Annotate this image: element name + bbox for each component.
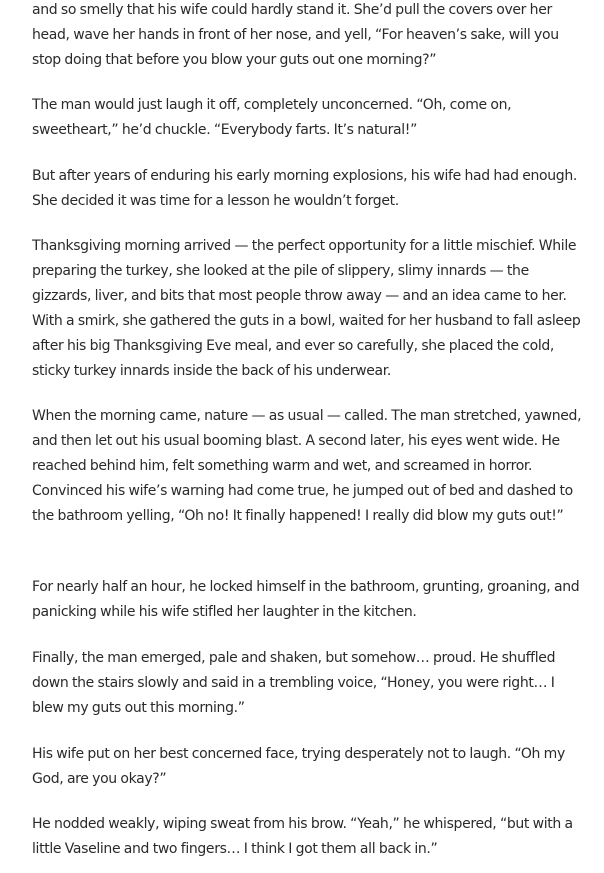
story-paragraph: When the morning came, nature — as usual — called. The man stretched, yawned, and then let out his usual booming blast. A second later, his eyes went wide. He reached behind him, felt something warm and wet, and screamed in horror. Convinced his wife’s warning had come true, he jumped out of bed and dashed to the bathroom yelling, “Oh no! It finally happened! I really did blow my guts out!” xyxy=(32,408,582,524)
story-paragraph: and so smelly that his wife could hardly stand it. She’d pull the covers over her head, wave her hands in front of her nose, and yell, “For heaven’s sake, will you stop doing that before you blow your guts out one morning?” xyxy=(32,2,559,68)
story-paragraph: For nearly half an hour, he locked himself in the bathroom, grunting, groaning, and panicking while his wife stifled her laughter in the kitchen. xyxy=(32,579,580,620)
story-paragraph: His wife put on her best concerned face, trying desperately not to laugh. “Oh my God, are you okay?” xyxy=(32,746,565,787)
story-paragraph: Thanksgiving morning arrived — the perfect opportunity for a little mischief. While preparing the turkey, she looked at the pile of slippery, slimy innards — the gizzards, liver, and bits that most people throw away — and an idea came to her. With a smirk, she gathered the guts in a bowl, waited for her husband to fall asleep after his big Thanksgiving Eve meal, and ever so carefully, she placed the cold, sticky turkey innards inside the back of his underwear. xyxy=(32,238,581,379)
story-paragraph: But after years of enduring his early morning explosions, his wife had had enough. She decided it was time for a lesson he wouldn’t forget. xyxy=(32,168,577,209)
story-paragraph: He nodded weakly, wiping sweat from his brow. “Yeah,” he whispered, “but with a little Vaseline and two fingers… I think I got them all back in.” xyxy=(32,816,573,857)
story-paragraph: Finally, the man emerged, pale and shaken, but somehow… proud. He shuffled down the stairs slowly and said in a trembling voice, “Honey, you were right… I blew my guts out this morning.” xyxy=(32,650,556,716)
story-paragraph: The man would just laugh it off, completely unconcerned. “Oh, come on, sweetheart,” he’d chuckle. “Everybody farts. It’s natural!” xyxy=(32,97,512,138)
